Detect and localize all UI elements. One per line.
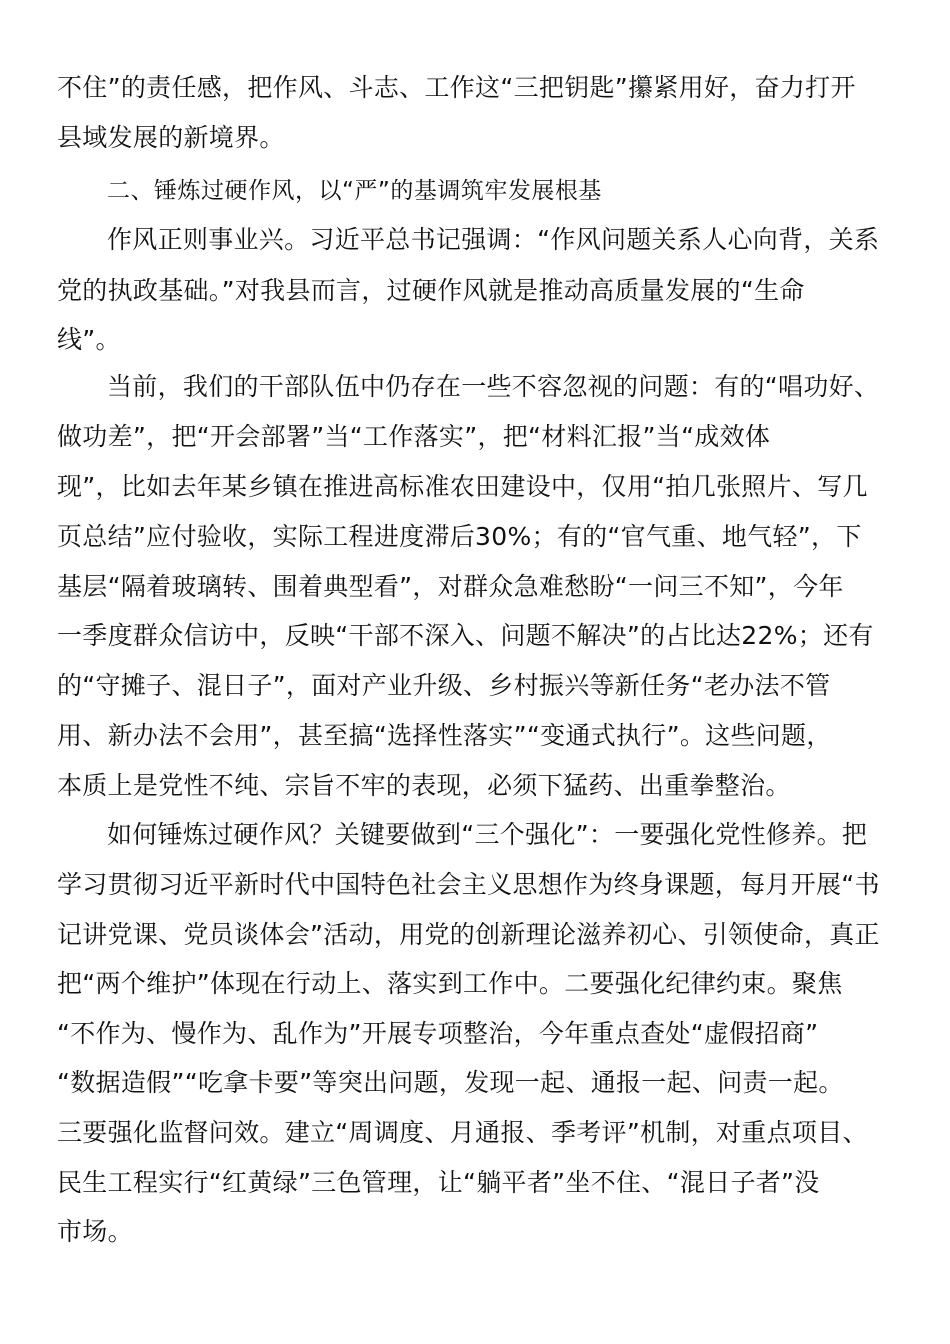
paragraph-3-line-1: 如何锤炼过硬作风？关键要做到“三个强化”：一要强化党性修养。把: [107, 820, 868, 849]
paragraph-3-line-4: 把“两个维护”体现在行动上、落实到工作中。二要强化纪律约束。聚焦: [57, 969, 843, 998]
intro-line-2: 县域发展的新境界。: [57, 123, 285, 152]
paragraph-2-line-6: 一季度群众信访中，反映“干部不深入、问题不解决”的占比达22%；还有: [57, 621, 874, 650]
paragraph-2-line-2: 做功差”，把“开会部署”当“工作落实”，把“材料汇报”当“成效体: [57, 422, 771, 451]
paragraph-3-line-9: 市场。: [57, 1217, 133, 1246]
paragraph-3-line-6: “数据造假”“吃拿卡要”等突出问题，发现一起、通报一起、问责一起。: [57, 1068, 844, 1097]
section-heading: 二、锤炼过硬作风，以“严”的基调筑牢发展根基: [107, 178, 602, 204]
paragraph-3-line-2: 学习贯彻习近平新时代中国特色社会主义思想作为终身课题，每月开展“书: [57, 870, 880, 899]
intro-line-1: 不住”的责任感，把作风、斗志、工作这“三把钥匙”攥紧用好，奋力打开: [57, 73, 856, 102]
paragraph-3-line-3: 记讲党课、党员谈体会”活动，用党的创新理论滋养初心、引领使命，真正: [57, 920, 880, 949]
paragraph-1-line-1: 作风正则事业兴。习近平总书记强调：“作风问题关系人心向背，关系: [107, 225, 880, 254]
paragraph-2-line-8: 用、新办法不会用”，甚至搞“选择性落实”“变通式执行”。这些问题，: [57, 721, 832, 750]
paragraph-3-line-5: “不作为、慢作为、乱作为”开展专项整治，今年重点查处“虚假招商”: [57, 1019, 819, 1048]
paragraph-3-line-8: 民生工程实行“红黄绿”三色管理，让“躺平者”坐不住、“混日子者”没: [57, 1168, 820, 1197]
paragraph-3-line-7: 三要强化监督问效。建立“周调度、月通报、季考评”机制，对重点项目、: [57, 1118, 868, 1147]
paragraph-2-line-3: 现”，比如去年某乡镇在推进高标准农田建设中，仅用“拍几张照片、写几: [57, 472, 868, 501]
paragraph-1-line-3: 线”。: [57, 325, 121, 354]
paragraph-2-line-5: 基层“隔着玻璃转、围着典型看”，对群众急难愁盼“一问三不知”，今年: [57, 572, 844, 601]
paragraph-2-line-7: 的“守摊子、混日子”，面对产业升级、乡村振兴等新任务“老办法不管: [57, 671, 831, 700]
paragraph-1-line-2: 党的执政基础。”对我县而言，过硬作风就是推动高质量发展的“生命: [57, 276, 805, 305]
paragraph-2-line-1: 当前，我们的干部队伍中仍存在一些不容忽视的问题：有的“唱功好、: [107, 372, 880, 401]
paragraph-2-line-4: 页总结”应付验收，实际工程进度滞后30%；有的“官气重、地气轻”，下: [57, 522, 862, 551]
paragraph-2-line-9: 本质上是党性不纯、宗旨不牢的表现，必须下猛药、出重拳整治。: [57, 771, 791, 800]
